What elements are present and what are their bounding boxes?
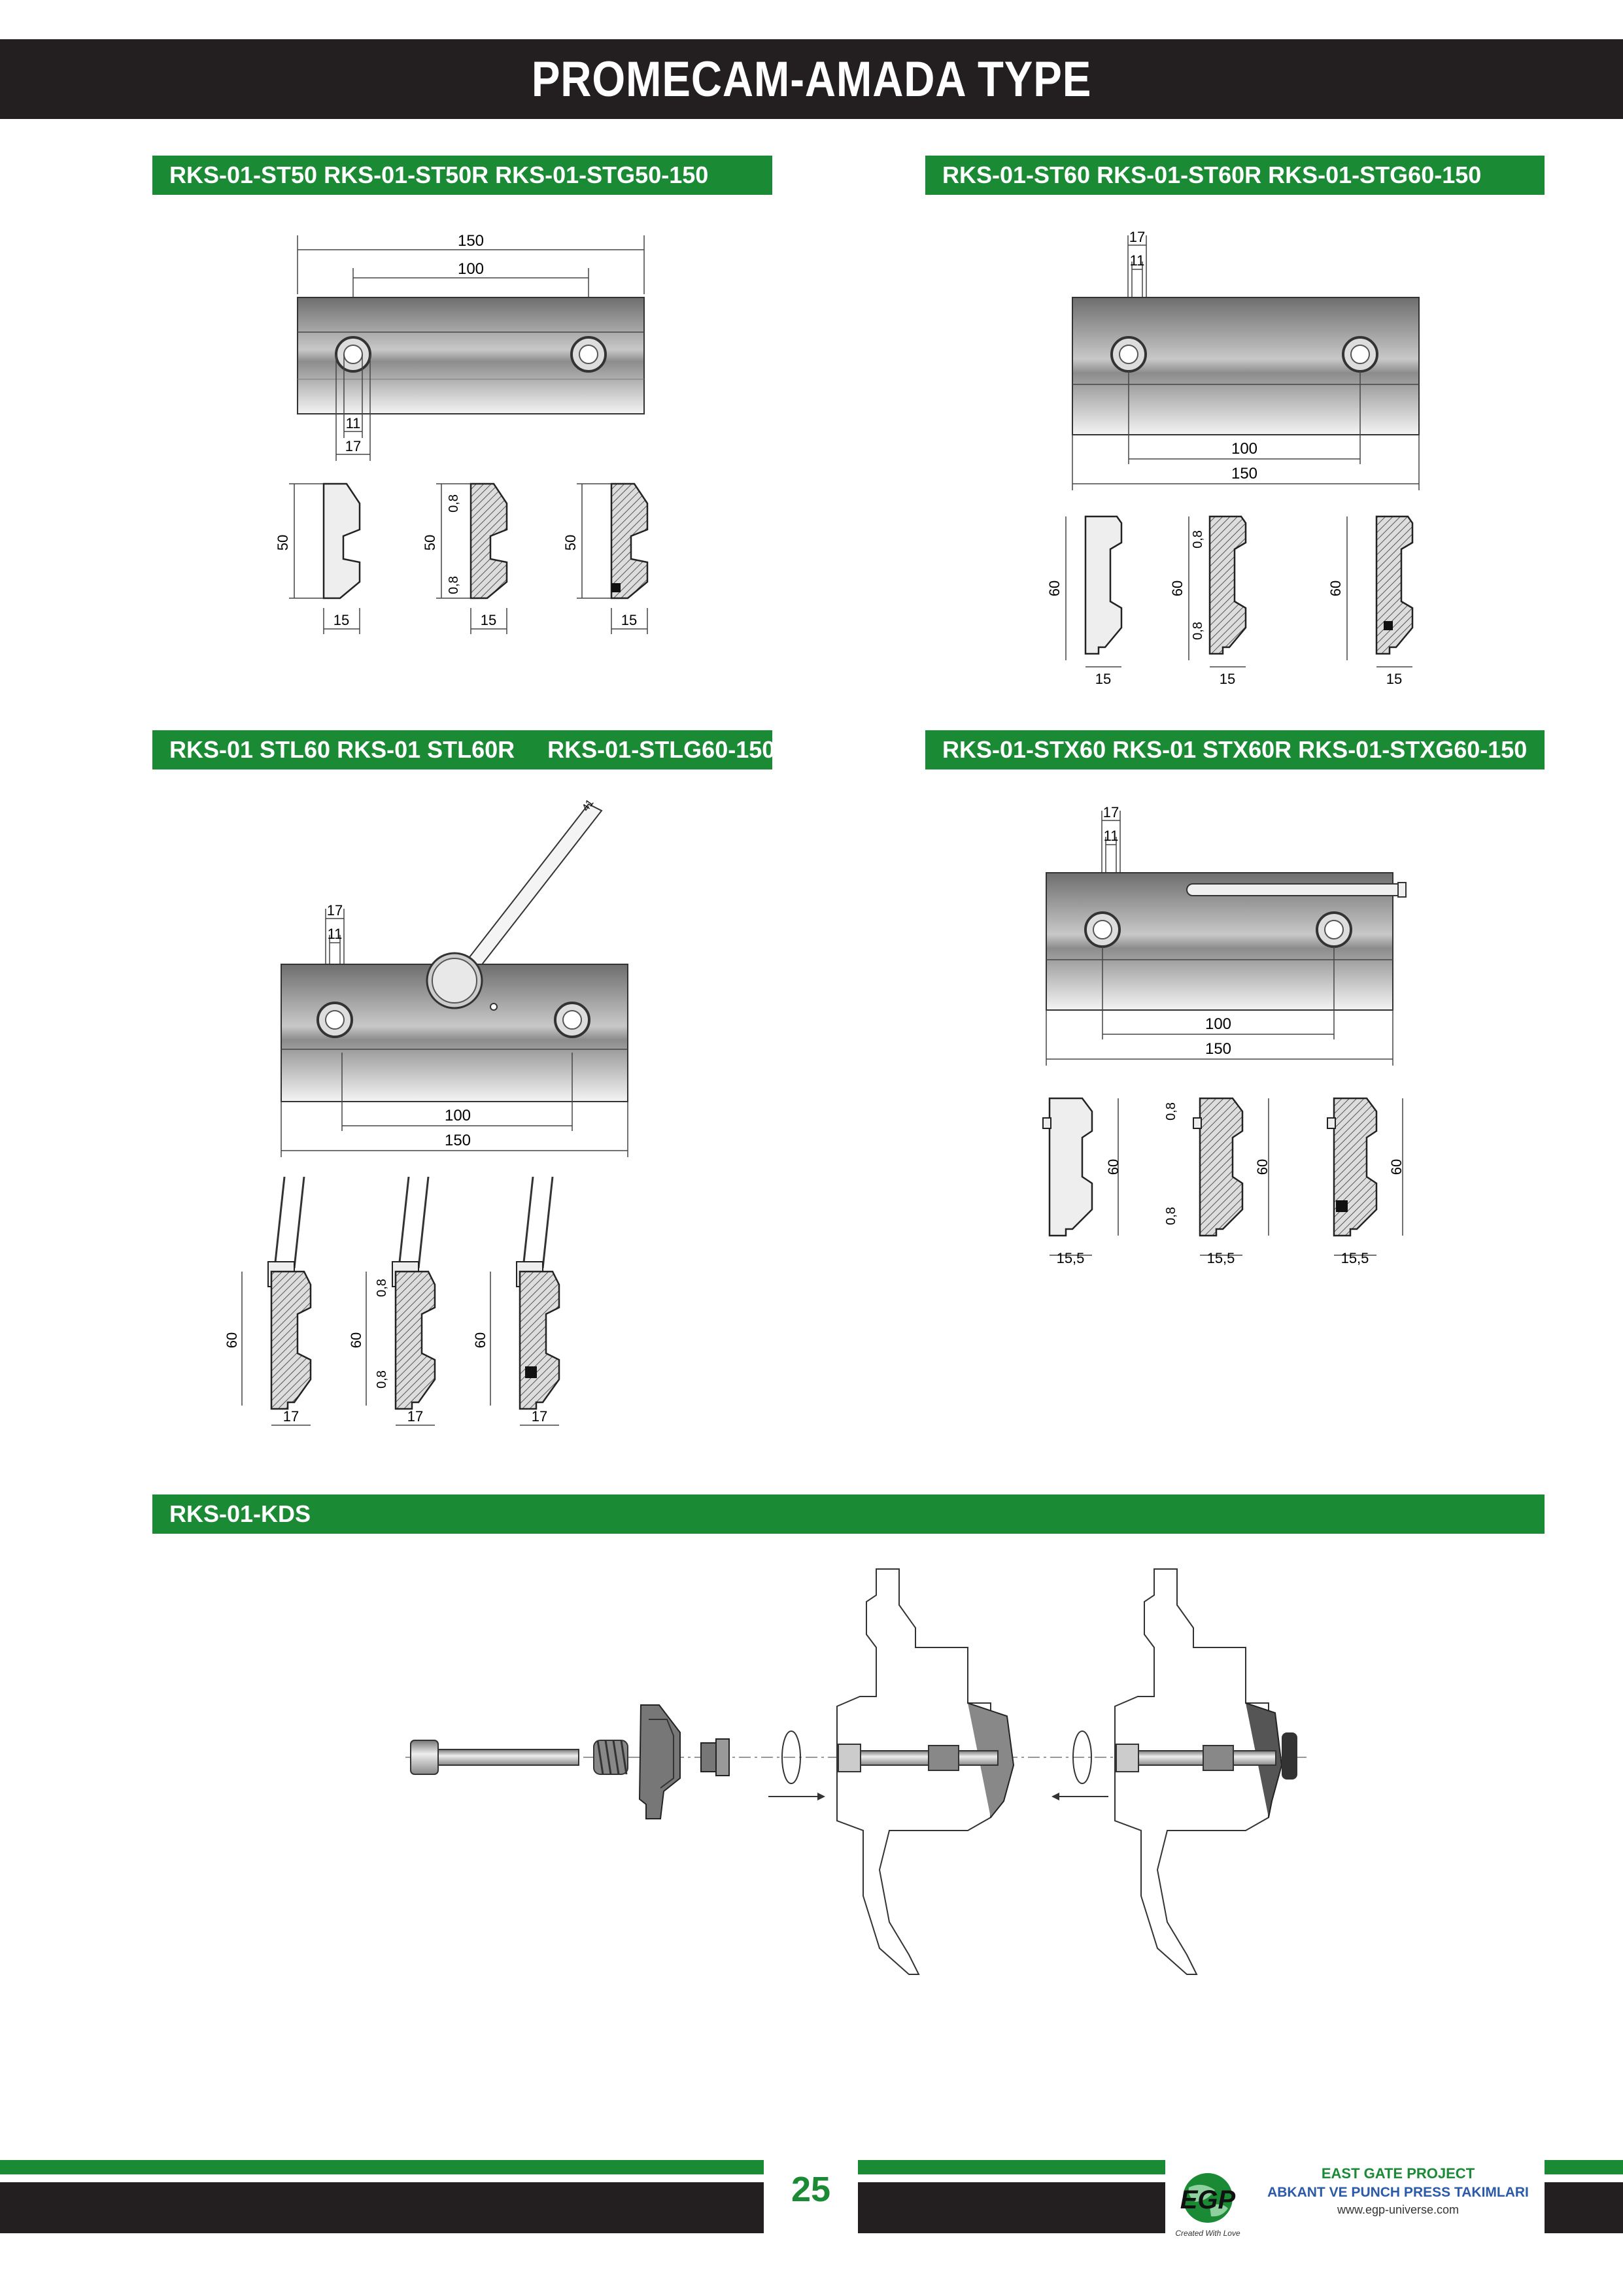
svg-text:17: 17	[326, 902, 343, 919]
svg-text:0,8: 0,8	[1164, 1102, 1178, 1121]
svg-text:17: 17	[282, 1408, 299, 1425]
svg-text:0,8: 0,8	[1164, 1207, 1178, 1225]
svg-text:17: 17	[407, 1408, 424, 1425]
svg-text:17: 17	[531, 1408, 548, 1425]
svg-text:60: 60	[1388, 1158, 1405, 1175]
dim-100: 100	[457, 260, 485, 278]
svg-text:150: 150	[444, 1132, 471, 1149]
svg-text:0,8: 0,8	[1191, 530, 1205, 549]
page-number: 25	[791, 2170, 831, 2209]
svg-text:0,8: 0,8	[375, 1279, 389, 1297]
svg-text:0,8: 0,8	[447, 576, 461, 594]
svg-text:50: 50	[275, 534, 291, 551]
svg-text:15,5: 15,5	[1056, 1250, 1085, 1266]
footer-dark-stripe-right	[1545, 2182, 1623, 2233]
svg-text:15,5: 15,5	[1206, 1250, 1235, 1266]
svg-text:11: 11	[327, 926, 343, 942]
svg-text:60: 60	[472, 1332, 488, 1349]
svg-text:15: 15	[480, 612, 497, 628]
svg-text:150: 150	[1204, 1040, 1232, 1058]
svg-text:Created With Love: Created With Love	[1175, 2229, 1240, 2238]
svg-text:60: 60	[1169, 580, 1186, 597]
svg-text:0,8: 0,8	[375, 1370, 389, 1389]
svg-text:100: 100	[1204, 1015, 1232, 1033]
page-title: PROMECAM-AMADA TYPE	[531, 52, 1092, 107]
footer-dark-stripe-mid	[858, 2182, 1165, 2233]
svg-text:15: 15	[1219, 671, 1236, 687]
svg-text:0,8: 0,8	[1191, 622, 1205, 640]
clamp-rod	[1187, 884, 1403, 896]
footer-green-stripe-right	[1545, 2160, 1623, 2174]
profile-st60	[1046, 516, 1121, 687]
svg-text:100: 100	[1231, 440, 1258, 458]
section-header-stl60: RKS-01 STL60 RKS-01 STL60R RKS-01-STLG60-150	[152, 730, 772, 769]
svg-text:0,8: 0,8	[447, 494, 461, 513]
profile-stx60r	[1164, 1098, 1271, 1266]
svg-text:15: 15	[621, 612, 638, 628]
spring	[594, 1740, 628, 1774]
profile-stlg60	[472, 1177, 559, 1425]
nut	[701, 1739, 729, 1776]
svg-text:60: 60	[1046, 580, 1063, 597]
profile-stg50	[562, 484, 647, 634]
company-name: EAST GATE PROJECT	[1321, 2165, 1475, 2182]
footer-green-stripe-left	[0, 2160, 764, 2174]
svg-text:60: 60	[1327, 580, 1344, 597]
dim-17: 17	[345, 438, 362, 454]
svg-text:15: 15	[1386, 671, 1403, 687]
svg-text:15: 15	[333, 612, 350, 628]
svg-text:41: 41	[580, 797, 596, 814]
header-bar	[0, 39, 1623, 119]
drawing-stl60	[222, 791, 680, 1464]
svg-text:150: 150	[1231, 465, 1258, 482]
clamp-lever	[451, 798, 602, 987]
footer-dark-stripe-left	[0, 2182, 764, 2233]
svg-text:50: 50	[422, 534, 438, 551]
svg-text:17: 17	[1102, 804, 1119, 820]
section-header-stx60: RKS-01-STX60 RKS-01 STX60R RKS-01-STXG60-150	[925, 730, 1545, 769]
drawing-kds-assembly	[392, 1556, 1321, 2027]
section-header-st60: RKS-01-ST60 RKS-01-ST60R RKS-01-STG60-150	[925, 156, 1545, 195]
svg-text:60: 60	[348, 1332, 364, 1349]
svg-text:15: 15	[1095, 671, 1112, 687]
profile-stl60	[224, 1177, 311, 1425]
profile-stxg60	[1327, 1098, 1405, 1266]
drawing-st60	[1020, 216, 1452, 700]
svg-text:50: 50	[562, 534, 579, 551]
svg-text:60: 60	[1254, 1158, 1271, 1175]
profile-stg60	[1327, 516, 1412, 687]
company-info	[1254, 2165, 1542, 2217]
section-header-st50: RKS-01-ST50 RKS-01-ST50R RKS-01-STG50-150	[152, 156, 772, 195]
profile-st50	[275, 484, 360, 634]
drawing-stx60	[1020, 791, 1452, 1301]
svg-text:11: 11	[1103, 828, 1119, 844]
socket-bolt	[411, 1740, 579, 1774]
company-website[interactable]: www.egp-universe.com	[1337, 2203, 1460, 2216]
svg-text:17: 17	[1129, 229, 1146, 245]
svg-text:100: 100	[444, 1107, 471, 1124]
drawing-st50	[248, 216, 693, 654]
company-subtitle: ABKANT VE PUNCH PRESS TAKIMLARI	[1267, 2185, 1529, 2200]
assembly-view-closed	[1115, 1569, 1297, 1974]
profile-st60r	[1169, 516, 1246, 687]
assembly-view-open	[837, 1569, 1014, 1974]
footer-green-stripe-mid	[858, 2160, 1165, 2174]
dim-11: 11	[345, 415, 361, 431]
section-header-kds: RKS-01-KDS	[152, 1494, 1545, 1534]
svg-text:60: 60	[224, 1332, 240, 1349]
svg-text:EGP: EGP	[1180, 2186, 1236, 2214]
profile-stx60	[1043, 1098, 1121, 1266]
clamp-block	[640, 1705, 680, 1819]
svg-text:60: 60	[1105, 1158, 1121, 1175]
profile-st50r	[422, 484, 507, 634]
svg-text:15,5: 15,5	[1341, 1250, 1369, 1266]
svg-text:11: 11	[1129, 252, 1145, 269]
profile-stl60r	[348, 1177, 435, 1425]
dim-150: 150	[457, 232, 485, 250]
egp-logo	[1169, 2168, 1246, 2240]
